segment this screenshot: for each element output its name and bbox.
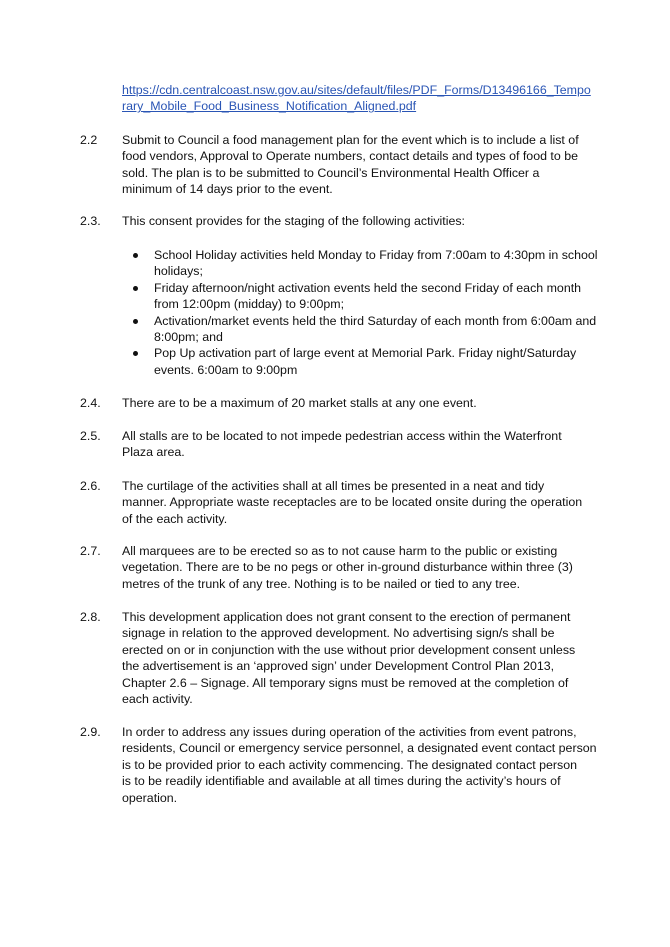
- clause-line: sold. The plan is to be submitted to Council’s Environmental Health Officer a: [122, 165, 540, 180]
- clause-line: each activity.: [122, 692, 193, 707]
- clause-line: There are to be a maximum of 20 market stalls at any one event.: [122, 396, 477, 410]
- clause-2-5: [80, 428, 605, 461]
- clause-line: is to be provided prior to each activity commencing. The designated contact person: [122, 757, 578, 772]
- notification-form-link-line-2[interactable]: rary_Mobile_Food_Business_Notification_Aligned.pdf: [122, 99, 417, 114]
- clause-2-4: [80, 395, 605, 411]
- clause-line: erected on or in conjunction with the use without prior development consent unless: [122, 642, 576, 657]
- list-item-line: holidays;: [154, 264, 203, 279]
- bullet-icon: [133, 286, 138, 291]
- clause-text: [122, 395, 604, 411]
- list-item: [122, 247, 612, 280]
- clause-line: The curtilage of the activities shall at all times be presented in a neat and tidy: [122, 479, 545, 493]
- clause-line: manner. Appropriate waste receptacles are to be located onsite during the operation: [122, 495, 583, 510]
- clause-line: signage in relation to the approved development. No advertising sign/s shall be: [122, 626, 555, 641]
- clause-line: is to be readily identifiable and available at all times during the activity’s hours of: [122, 774, 561, 789]
- clause-line: Chapter 2.6 – Signage. All temporary signs must be removed at the completion of: [122, 675, 569, 690]
- clause-line: All marquees are to be erected so as to not cause harm to the public or existing: [122, 544, 558, 558]
- clause-text: [122, 478, 604, 527]
- clause-line: the advertisement is an ‘approved sign’ under Development Control Plan 2013,: [122, 659, 555, 674]
- list-item-line: 8:00pm; and: [154, 330, 223, 345]
- clause-text: [122, 213, 604, 229]
- list-item: [122, 280, 612, 313]
- clause-line: In order to address any issues during operation of the activities from event patrons,: [122, 725, 577, 739]
- bullet-icon: [133, 319, 138, 324]
- list-item: [122, 345, 612, 378]
- clause-number: 2.7.: [80, 544, 101, 558]
- clause-line: food vendors, Approval to Operate numbers, contact details and types of food to be: [122, 149, 578, 164]
- clause-number: 2.3.: [80, 214, 101, 228]
- clause-number: 2.6.: [80, 479, 101, 493]
- clause-line: operation.: [122, 790, 178, 805]
- clause-line: minimum of 14 days prior to the event.: [122, 182, 333, 197]
- clause-line: All stalls are to be located to not impede pedestrian access within the Waterfront: [122, 429, 562, 443]
- activities-bullet-list: [122, 247, 612, 378]
- clause-line: residents, Council or emergency service personnel, a designated event contact person: [122, 741, 597, 756]
- clause-line: This development application does not grant consent to the erection of permanent: [122, 610, 571, 624]
- clause-text: [122, 132, 604, 198]
- clause-number: 2.2: [80, 133, 98, 147]
- clause-2-2: [80, 132, 605, 198]
- list-item-line: Activation/market events held the third Saturday of each month from 6:00am and: [154, 313, 597, 328]
- bullet-icon: [133, 351, 138, 356]
- clause-text: [122, 609, 604, 707]
- list-item-line: Pop Up activation part of large event at Memorial Park. Friday night/Saturday: [154, 346, 577, 361]
- clause-2-9: [80, 724, 605, 806]
- clause-number: 2.5.: [80, 429, 101, 443]
- clause-2-8: [80, 609, 605, 707]
- clause-number: 2.9.: [80, 725, 101, 739]
- clause-text: [122, 724, 604, 806]
- bullet-icon: [133, 253, 138, 258]
- clause-number: 2.8.: [80, 610, 101, 624]
- notification-form-link-block: [122, 82, 602, 115]
- clause-2-6: [80, 478, 605, 527]
- list-item-line: Friday afternoon/night activation events held the second Friday of each month: [154, 280, 582, 295]
- clause-text: [122, 543, 604, 592]
- clause-line: vegetation. There are to be no pegs or other in-ground disturbance within three (3): [122, 560, 573, 575]
- list-item-line: events. 6:00am to 9:00pm: [154, 362, 298, 377]
- list-item-line: from 12:00pm (midday) to 9:00pm;: [154, 297, 345, 312]
- clause-line: of the each activity.: [122, 511, 228, 526]
- clause-text: [122, 428, 604, 461]
- clause-line: Plaza area.: [122, 445, 185, 460]
- clause-2-3: [80, 213, 605, 229]
- clause-line: metres of the trunk of any tree. Nothing is to be nailed or tied to any tree.: [122, 576, 521, 591]
- clause-2-7: [80, 543, 605, 592]
- list-item: [122, 313, 612, 346]
- clause-line: Submit to Council a food management plan for the event which is to include a list of: [122, 133, 579, 147]
- clause-line: This consent provides for the staging of the following activities:: [122, 214, 465, 228]
- list-item-line: School Holiday activities held Monday to Friday from 7:00am to 4:30pm in school: [154, 248, 598, 262]
- clause-number: 2.4.: [80, 396, 101, 410]
- notification-form-link-line-1[interactable]: https://cdn.centralcoast.nsw.gov.au/sites/default/files/PDF_Forms/D13496166_Tempo: [122, 83, 591, 97]
